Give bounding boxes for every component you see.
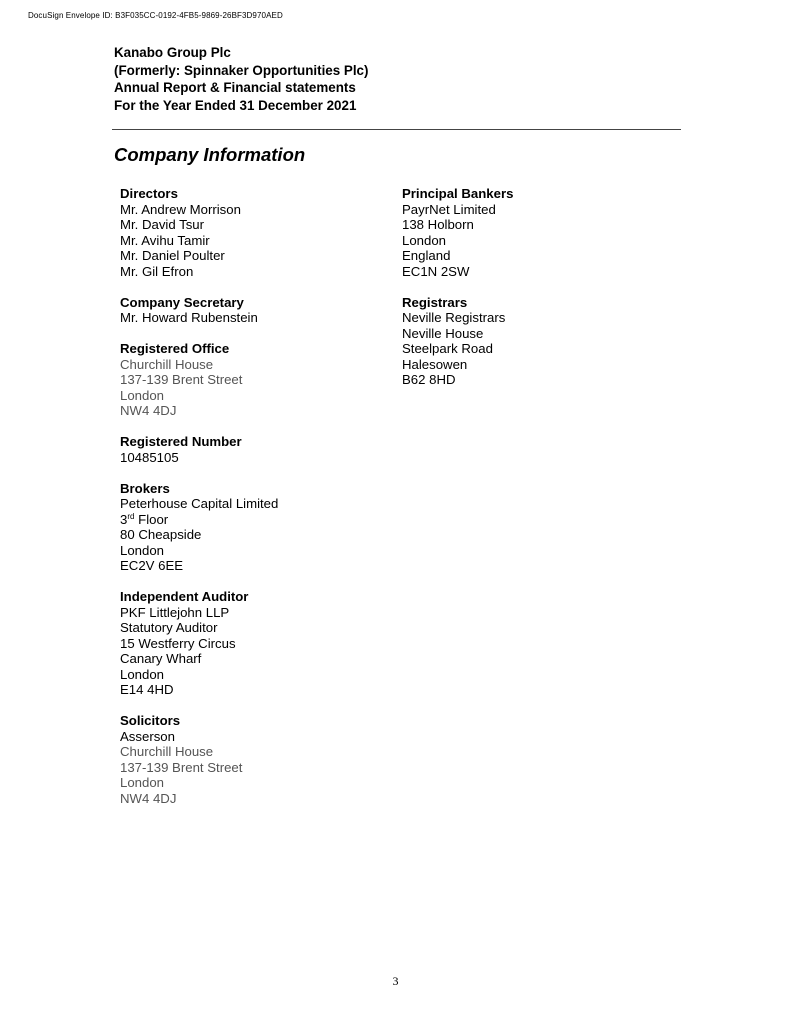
registered-number-heading: Registered Number	[120, 434, 242, 449]
address-line: NW4 4DJ	[120, 790, 177, 806]
registrar-name: Neville Registrars	[402, 310, 506, 325]
auditor-name: PKF Littlejohn LLP	[120, 604, 230, 620]
brokers-heading: Brokers	[120, 480, 170, 496]
floor-number: 3	[120, 511, 128, 527]
address-line: London	[120, 387, 165, 403]
director-name: Mr. Andrew Morrison	[120, 201, 241, 217]
address-line: London	[120, 775, 165, 790]
address-line: EC1N 2SW	[402, 263, 470, 279]
header-divider	[112, 129, 681, 130]
header-report-title: Annual Report & Financial statements	[114, 80, 356, 95]
banker-name: PayrNet Limited	[402, 201, 496, 217]
solicitor-name: Asserson	[120, 728, 175, 744]
registered-number-section	[120, 434, 278, 465]
director-name: Mr. David Tsur	[120, 217, 205, 232]
solicitors-section	[120, 713, 278, 806]
header-company-name: Kanabo Group Plc	[114, 45, 231, 60]
independent-auditor-section	[120, 589, 278, 698]
registrars-section	[402, 295, 513, 388]
address-line: Neville House	[402, 325, 484, 341]
company-secretary-section	[120, 295, 278, 326]
auditor-role: Statutory Auditor	[120, 620, 218, 635]
registered-office-section	[120, 341, 278, 419]
address-line: Steelpark Road	[402, 341, 493, 356]
address-line: Churchill House	[120, 356, 214, 372]
address-line: Churchill House	[120, 744, 214, 759]
header-period: For the Year Ended 31 December 2021	[114, 97, 357, 113]
address-line: England	[402, 248, 451, 263]
directors-heading: Directors	[120, 186, 178, 201]
address-line: 138 Holborn	[402, 217, 474, 232]
solicitors-heading: Solicitors	[120, 713, 181, 728]
header-former-name: (Formerly: Spinnaker Opportunities Plc)	[114, 62, 369, 78]
director-name: Mr. Avihu Tamir	[120, 232, 210, 248]
address-line	[120, 512, 278, 528]
docusign-envelope-id: DocuSign Envelope ID: B3F035CC-0192-4FB5-9869-26BF3D970AED	[28, 11, 283, 20]
registered-office-heading: Registered Office	[120, 341, 230, 356]
address-line: London	[120, 666, 165, 682]
directors-section	[120, 186, 278, 279]
company-secretary-heading: Company Secretary	[120, 294, 244, 310]
company-secretary-name: Mr. Howard Rubenstein	[120, 310, 258, 325]
floor-ordinal: rd	[127, 511, 135, 521]
broker-name: Peterhouse Capital Limited	[120, 496, 279, 511]
page-number: 3	[392, 974, 399, 988]
address-line: 15 Westferry Circus	[120, 635, 236, 651]
floor-word: Floor	[134, 511, 169, 527]
address-line: EC2V 6EE	[120, 558, 184, 573]
director-name: Mr. Gil Efron	[120, 263, 194, 279]
address-line: Halesowen	[402, 356, 468, 372]
director-name: Mr. Daniel Poulter	[120, 248, 225, 263]
registered-number-value: 10485105	[120, 449, 179, 465]
right-column	[402, 186, 513, 403]
report-header	[114, 44, 368, 114]
independent-auditor-heading: Independent Auditor	[120, 589, 249, 604]
left-column	[120, 186, 278, 822]
address-line: London	[120, 542, 165, 558]
address-line: B62 8HD	[402, 372, 456, 387]
address-line: 137-139 Brent Street	[120, 759, 243, 775]
address-line: NW4 4DJ	[120, 403, 177, 418]
page-title: Company Information	[114, 144, 306, 165]
address-line: 80 Cheapside	[120, 527, 202, 542]
principal-bankers-section	[402, 186, 513, 279]
address-line: Canary Wharf	[120, 651, 202, 666]
principal-bankers-heading: Principal Bankers	[402, 186, 514, 201]
registrars-heading: Registrars	[402, 294, 468, 310]
address-line: London	[402, 232, 447, 248]
address-line: 137-139 Brent Street	[120, 372, 243, 387]
address-line: E14 4HD	[120, 682, 174, 697]
brokers-section	[120, 481, 278, 574]
